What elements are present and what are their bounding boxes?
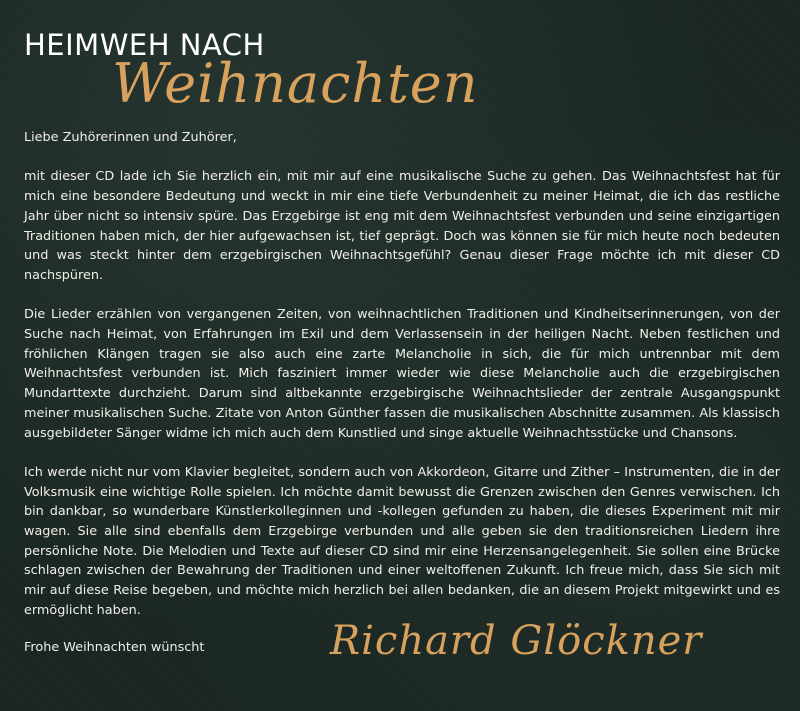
letter-paragraph-3: Ich werde nicht nur vom Klavier begleitet, sondern auch von Akkordeon, Gitarre und Zither – Instrumenten, die in der Volksmusik eine wichtige Rolle spielen. Ich möchte damit bewusst die Grenzen zwischen den Genres verwischen. Ich bin dankbar, so wunderbare Künstlerkolleginnen und -kollegen gefunden zu haben, die dieses Experiment mit mir wagen. Sie alle sind ebenfalls dem Erzgebirge verbunden und alle geben sie den traditionsreichen Liedern ihre persönliche Note. Die Melodien und Texte auf dieser CD sind mir eine Herzensangelegenheit. Sie sollen eine Brücke schlagen zwischen der Bewahrung der Traditionen und einer weltoffenen Zukunft. Ich freue mich, dass Sie sich mit mir auf diese Reise begeben, und möchte mich herzlich bei allen bedanken, die an diesem Projekt mitgewirkt und es ermöglicht haben. (24, 464, 780, 618)
letter-paragraph-1: mit dieser CD lade ich Sie herzlich ein, mit mir auf eine musikalische Suche zu gehen. Das Weihnachtsfest hat für mich eine besondere Bedeutung und weckt in mir eine tiefe Verbundenheit zu meiner Heimat, die ich das restliche Jahr über nicht so intensiv spüre. Das Erzgebirge ist eng mit dem Weihnachtsfest verbunden und seine einzigartigen Traditionen haben mich, der hier aufgewachsen ist, tief geprägt. Doch was können sie für mich heute noch bedeuten und was steckt hinter dem erzgebirgischen Weihnachtsgefühl? Genau dieser Frage möchte ich mit dieser CD nachspüren. (24, 169, 780, 283)
letter-salutation: Liebe Zuhörerinnen und Zuhörer, (24, 130, 237, 145)
letter-closing: Frohe Weihnachten wünscht (24, 640, 205, 655)
title-heimweh-nach: HEIMWEH NACH (24, 28, 265, 62)
title-weihnachten-script: Weihnachten (112, 52, 479, 115)
letter-paragraph-2: Die Lieder erzählen von vergangenen Zeiten, von weihnachtlichen Traditionen und Kindheitserinnerungen, von der Suche nach Heimat, von Erfahrungen im Exil und dem Verlassensein in der heiligen Nacht. Neben festlichen und fröhlichen Klängen tragen sie also auch eine zarte Melancholie in sich, die für mich untrennbar mit dem Weihnachtsfest verbunden ist. Mich fasziniert immer wieder wie diese Melancholie auch die erzgebirgischen Mundarttexte durchzieht. Darum sind altbekannte erzgebirgische Weihnachtslieder der zentrale Ausgangspunkt meiner musikalischen Suche. Zitate von Anton Günther fassen die musikalischen Abschnitte zusammen. Als klassisch ausgebildeter Sänger widme ich mich auch dem Kunstlied und singe aktuelle Weihnachtsstücke und Chansons. (24, 307, 780, 441)
signature-richard-gloeckner: Richard Glöckner (330, 618, 703, 664)
letter-body (24, 128, 780, 640)
